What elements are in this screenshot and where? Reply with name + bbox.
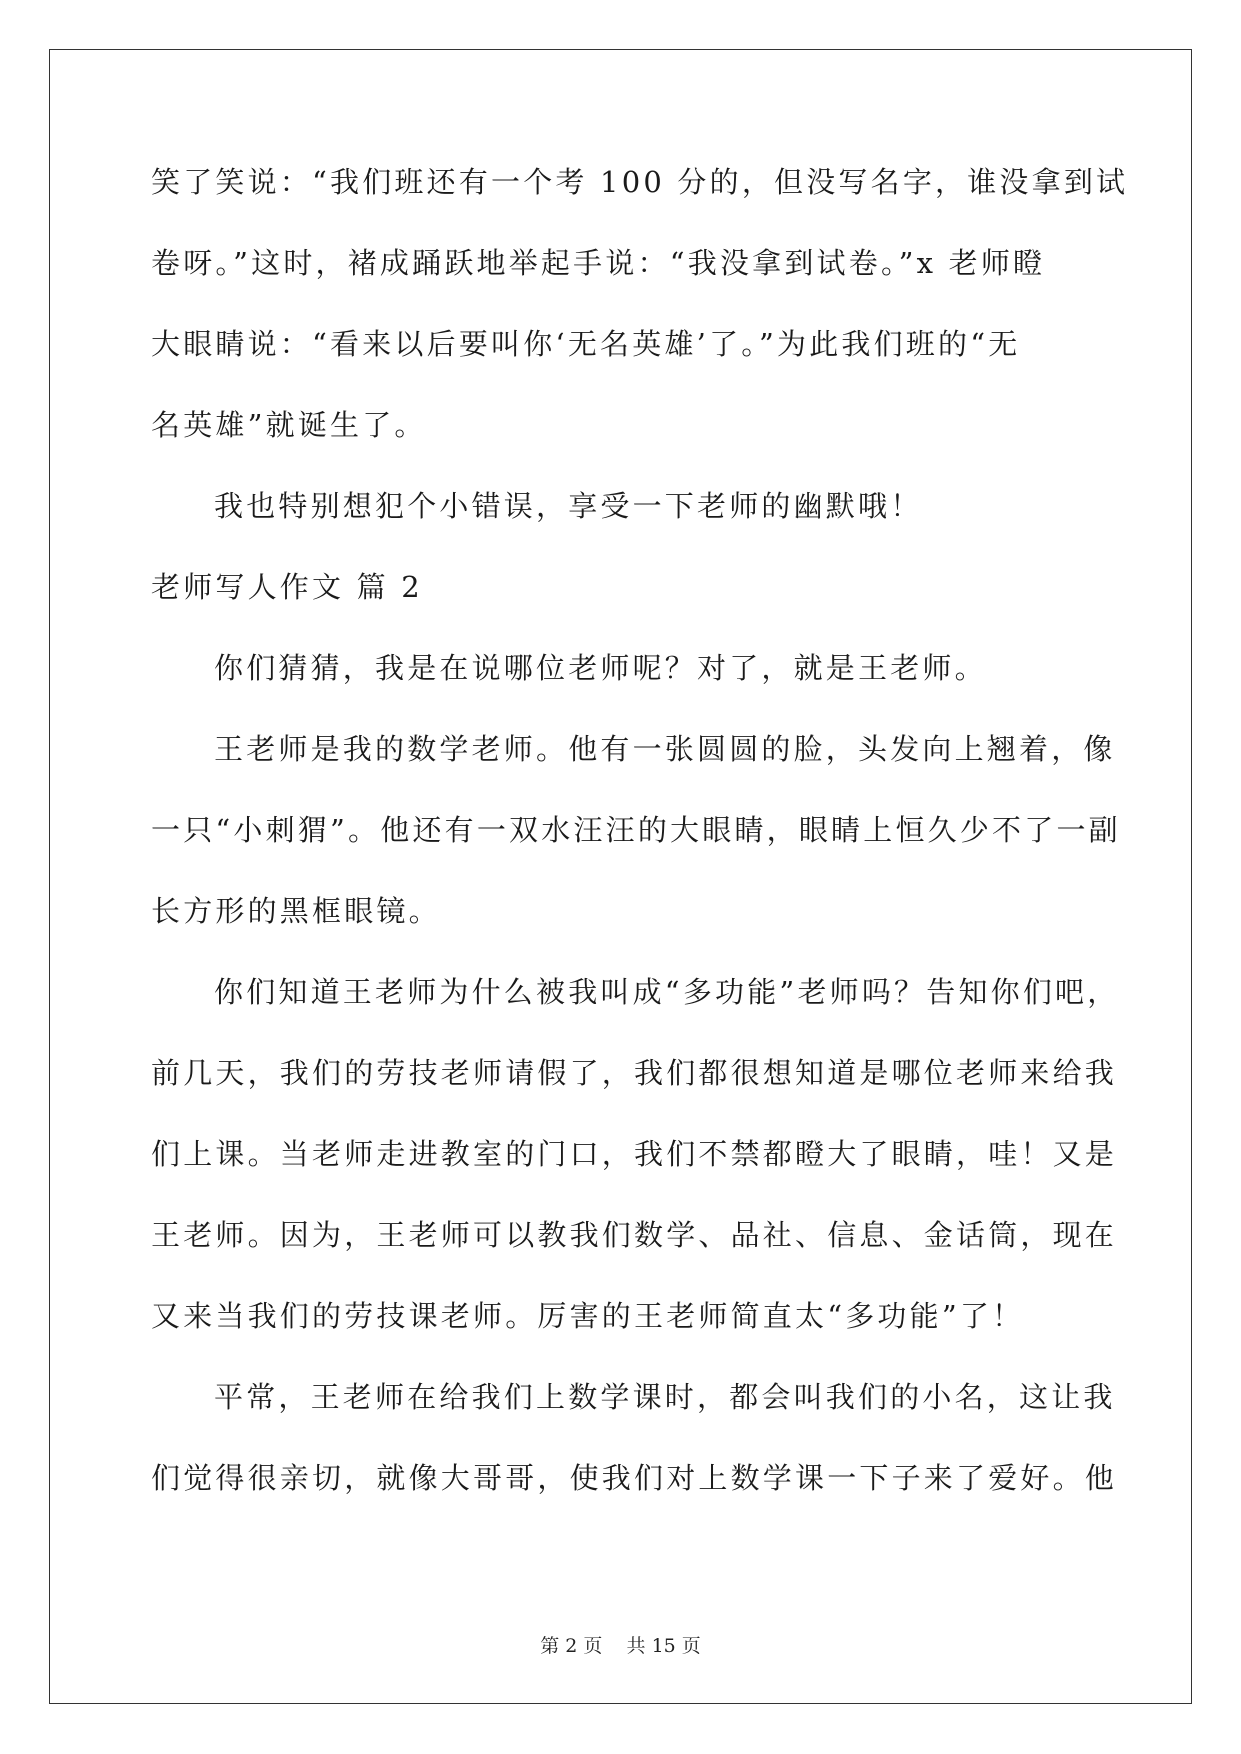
section-heading: 老师写人作文 篇 2	[151, 570, 423, 604]
paragraph-line: 你们知道王老师为什么被我叫成“多功能”老师吗？告知你们吧，	[214, 975, 1120, 1009]
page-border	[49, 49, 1192, 1704]
text-line: 大眼睛说：“看来以后要叫你‘无名英雄’了。”为此我们班的“无	[151, 327, 1021, 361]
paragraph-line: 王老师是我的数学老师。他有一张圆圆的脸，头发向上翘着，像	[214, 732, 1116, 766]
text-line: 们觉得很亲切，就像大哥哥，使我们对上数学课一下子来了爱好。他	[151, 1461, 1118, 1495]
text-line: 卷呀。”这时，褚成踊跃地举起手说：“我没拿到试卷。”x 老师瞪	[151, 246, 1046, 280]
text-line: 又来当我们的劳技课老师。厉害的王老师简直太“多功能”了！	[151, 1299, 1025, 1333]
page-total: 共 15 页	[626, 1635, 701, 1657]
text-line: 名英雄”就诞生了。	[151, 408, 427, 442]
page-number: 第 2 页	[540, 1635, 603, 1657]
paragraph-line: 我也特别想犯个小错误，享受一下老师的幽默哦！	[214, 489, 923, 523]
text-line: 们上课。当老师走进教室的门口，我们不禁都瞪大了眼睛，哇！又是	[151, 1137, 1118, 1171]
text-line: 笑了笑说：“我们班还有一个考 100 分的，但没写名字，谁没拿到试	[151, 165, 1129, 199]
paragraph-line: 平常，王老师在给我们上数学课时，都会叫我们的小名，这让我	[214, 1380, 1116, 1414]
text-line: 王老师。因为，王老师可以教我们数学、品社、信息、金话筒，现在	[151, 1218, 1118, 1252]
paragraph-line: 你们猜猜，我是在说哪位老师呢？对了，就是王老师。	[214, 651, 987, 685]
text-line: 一只“小刺猬”。他还有一双水汪汪的大眼睛，眼睛上恒久少不了一副	[151, 813, 1121, 847]
text-line: 前几天，我们的劳技老师请假了，我们都很想知道是哪位老师来给我	[151, 1056, 1118, 1090]
page-footer	[0, 1631, 1241, 1658]
text-line: 长方形的黑框眼镜。	[151, 894, 441, 928]
